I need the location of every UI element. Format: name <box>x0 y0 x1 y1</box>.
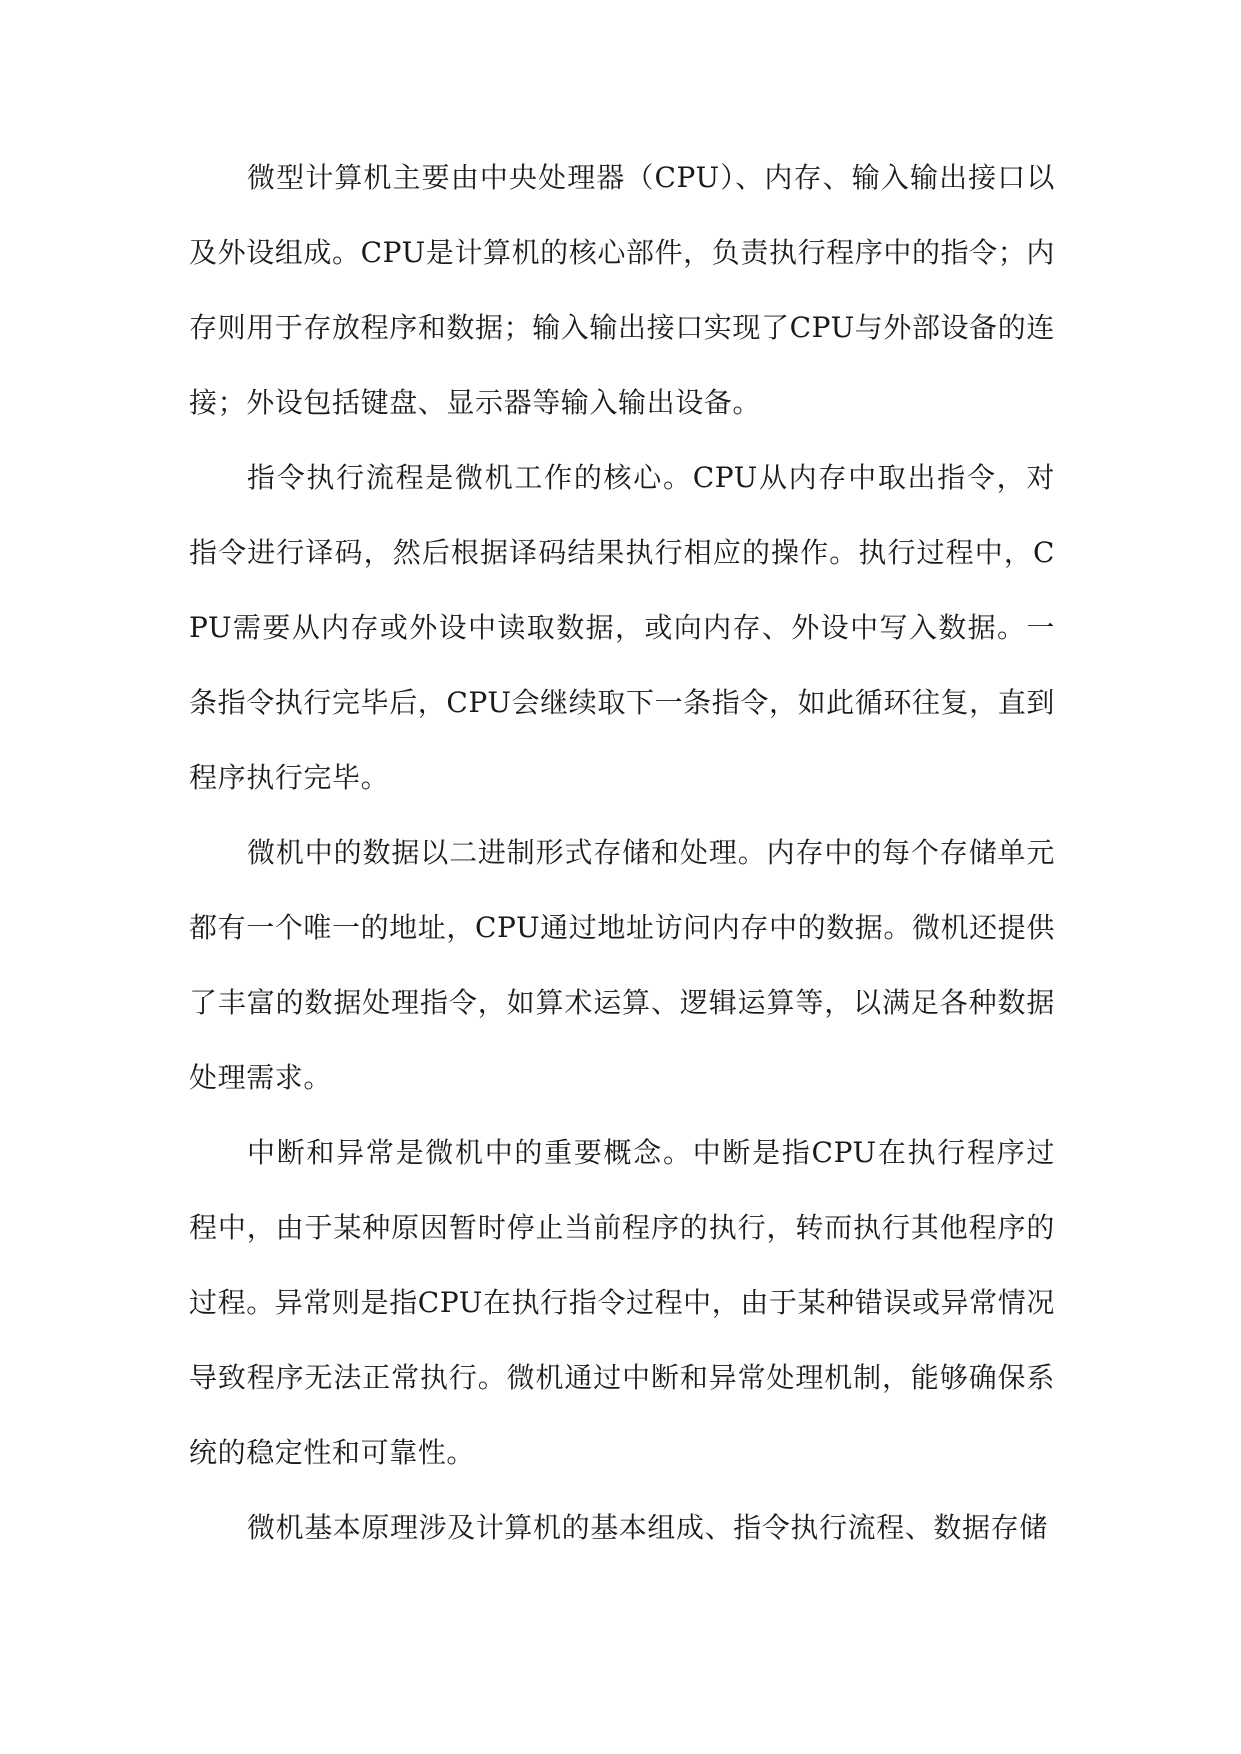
body-text <box>189 140 1055 1565</box>
paragraph-instruction-flow: 指令执行流程是微机工作的核心。CPU从内存中取出指令，对指令进行译码，然后根据译码结果执行相应的操作。执行过程中，CPU需要从内存或外设中读取数据，或向内存、外设中写入数据。一条指令执行完毕后，CPU会继续取下一条指令，如此循环往复，直到程序执行完毕。 <box>189 461 1055 794</box>
paragraph-components: 微型计算机主要由中央处理器（CPU）、内存、输入输出接口以及外设组成。CPU是计算机的核心部件，负责执行程序中的指令；内存则用于存放程序和数据；输入输出接口实现了CPU与外部设备的连接；外设包括键盘、显示器等输入输出设备。 <box>189 161 1055 419</box>
paragraph-summary: 微机基本原理涉及计算机的基本组成、指令执行流程、数据存储 <box>247 1511 1048 1544</box>
paragraph-interrupts: 中断和异常是微机中的重要概念。中断是指CPU在执行程序过程中，由于某种原因暂时停止当前程序的执行，转而执行其他程序的过程。异常则是指CPU在执行指令过程中，由于某种错误或异常情况导致程序无法正常执行。微机通过中断和异常处理机制，能够确保系统的稳定性和可靠性。 <box>189 1136 1055 1469</box>
paragraph-data-storage: 微机中的数据以二进制形式存储和处理。内存中的每个存储单元都有一个唯一的地址，CPU通过地址访问内存中的数据。微机还提供了丰富的数据处理指令，如算术运算、逻辑运算等，以满足各种数据处理需求。 <box>189 836 1055 1094</box>
